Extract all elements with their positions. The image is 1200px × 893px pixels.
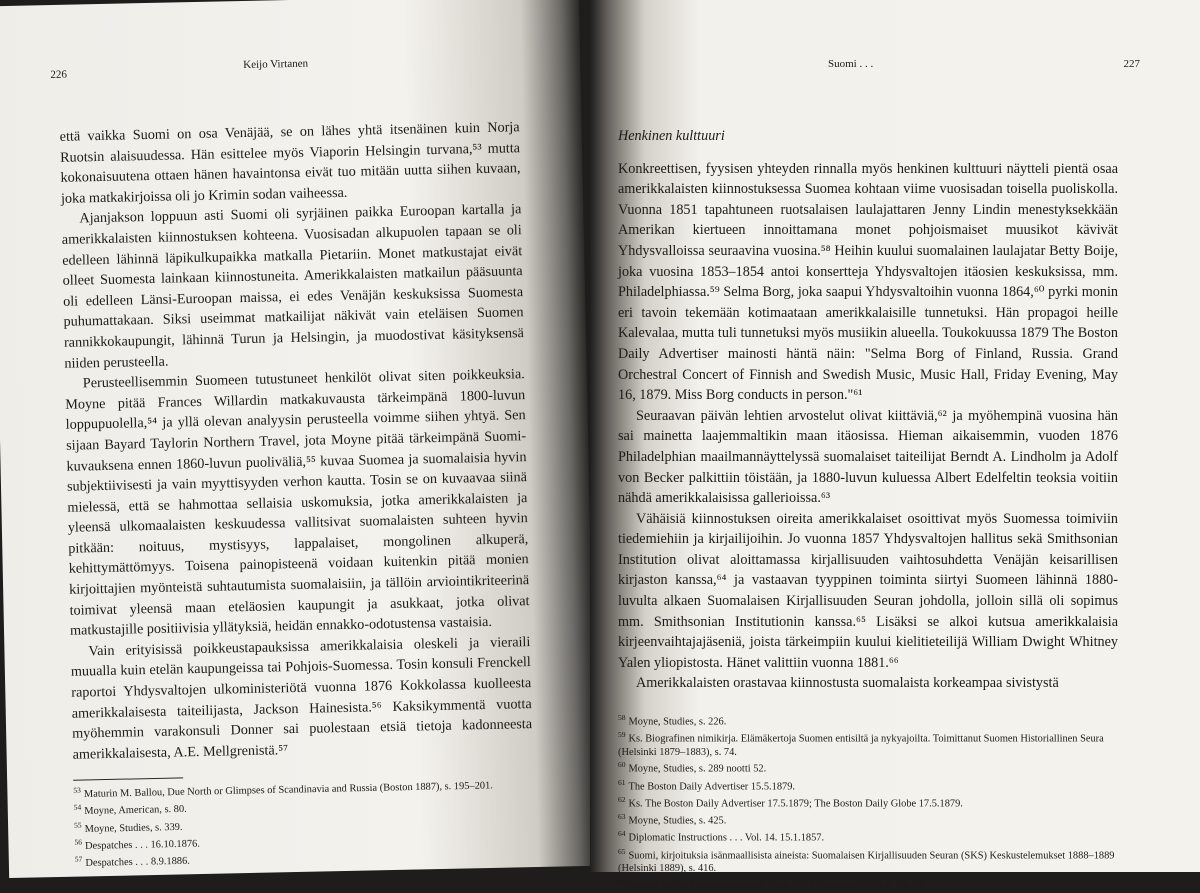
footnote-57: $^{57}$ Despatches . . . 8.9.1886. [74,854,190,869]
left-footnotes [73,770,541,871]
footnote-64: $^{64}$ Diplomatic Instructions . . . Vol. 14. 15.1.1857. [618,829,825,844]
right-page-content [618,58,1140,694]
left-page-content [50,53,533,765]
footnote-rule [73,777,183,780]
right-paragraph-3: Vähäisiä kiinnostuksen oireita amerikkalaiset osoittivat myös Suomessa toimiviin tiedemiehiin ja kirjailijoihin. Jo vuonna 1857 Yhdysvaltojen hallitus sekä Smithsonian Institution olivat aloittamassa kirjallisuuden vaihtosuhdetta Venäjän keisarillisen kirjaston kanssa,⁶⁴ ja vastaavan tyyppinen toiminta siirtyi Suomeen lähinnä 1880-luvulta alkaen Suomalaisen Kirjallisuuden Seuran johdolla, jolloin sillä oli sopimus mm. Smithsonian Institutionin kanssa.⁶⁵ Lisäksi se alkoi kutsua amerikkalaisia kirjeenvaihtajajäseniä, joista tärkeimpiin kuului kielitieteilijä William Dwight Whitney Yalen yliopistosta. Hänet valittiin vuonna 1881.⁶⁶ [618,510,1118,671]
left-page [0,0,597,878]
left-paragraph-2: Ajanjakson loppuun asti Suomi oli syrjäinen paikka Euroopan kartalla ja amerikkalaisten kiinnostuksen kohteena. Vuosisadan alkupuolen tapaan se oli edelleen lähinnä läpikulkupaikka matkalla Pietariin. Monet matkustajat eivät olleet Suomesta lainkaan kiinnostuneita. Amerikkalaisten matkailun pääsuunta oli edelleen Länsi-Euroopan maissa, ei edes Venäjän keskuksissa Suomesta puhumattakaan. Siksi useimmat matkailijat näkivät vain eteläisen Suomen rannikkokaupungit, lähinnä Turun ja Helsingin, ja muodostivat käsityksensä niiden perusteella. [61,201,525,372]
right-paragraph-1: Konkreettisen, fyysisen yhteyden rinnalla myös henkinen kulttuuri näytteli pientä osaa amerikkalaisten kiinnostuksessa Suomea kohtaan viime vuosisadan toisella puoliskolla. Vuonna 1851 tapahtuneen ruotsalaisen laulajattaren Jenny Lindin menestyksekkään Amerikan kiertueen innoittamana monet pohjoismaiset muusikot kävivät Yhdysvalloissa seuraavina vuosina.⁵⁸ Heihin kuului suomalainen laulajatar Betty Boije, joka vuosina 1853–1854 antoi konsertteja Yhdysvaltojen itäosien keskuksissa, mm. Philadelphiassa.⁵⁹ Selma Borg, joka saapui Yhdysvaltoihin vuonna 1864,⁶⁰ pyrki monin eri tavoin tekemään kotimaataan amerikkalaisille tunnetuksi. Hän propagoi heille Kalevalaa, mutta tuli tunnetuksi myös musiikin alueella. Toukokuussa 1879 The Boston Daily Advertiser mainosti häntä näin: "Selma Borg of Finland, Russia. Grand Orchestral Concert of Finnish and Swedish Music, Music Hall, Friday Evening, May 16, 1879. Miss Borg conducts in person."⁶¹ [618,160,1118,404]
footnote-62: $^{62}$ Ks. The Boston Daily Advertiser 17.5.1879; The Boston Daily Globe 17.5.1879. [618,794,963,810]
left-paragraph-4: Vain erityisissä poikkeustapauksissa amerikkalaisia oleskeli ja vieraili muualla kuin etelän kaupungeissa tai Pohjois-Suomessa. Tosin konsuli Frenckell raportoi Yhdysvaltojen ulkoministeriötä vuonna 1876 Kokkolassa kuolleesta amerikkalaisesta taiteilijasta, Jackson Hainesista.⁵⁶ Kaksikymmentä vuotta myöhemmin varakonsuli Donner sai puolestaan etsiä tietoja kadonneesta amerikkalaisesta, A.E. Mellgrenistä.⁵⁷ [70,633,533,763]
footnote-55: $^{55}$ Moyne, Studies, s. 339. [73,820,183,835]
right-page [590,0,1200,892]
left-page-number: 226 [50,68,68,82]
footnote-53: $^{53}$ Maturin M. Ballou, Due North or Glimpses of Scandinavia and Russia (Boston 1887), s. 195–201. [73,780,493,800]
left-page-body [59,117,532,765]
left-paragraph-3: Perusteellisemmin Suomeen tutustuneet henkilöt olivat siten poikkeuksia. Moyne pitää Frances Willardin matkakuvausta tärkeimpänä 1800-luvun loppupuolella,⁵⁴ ja yllä olevan analyysin perusteella voimme siihen yhtyä. Sen sijaan Bayard Taylorin Northern Travel, jota Moyne pitää tärkeimpänä Suomi-kuvauksena ennen 1860-luvun puoliväliä,⁵⁵ kuvaa Suomea ja suomalaisia hyvin subjektiivisesti ja vain myyttisyyden verhon kautta. Tosin se on kuvaavaa siinä mielessä, että se hahmottaa sellaisia uskomuksia, jotka amerikkalaisten ja yleensä ulkomaalaisten keskuudessa vallitsivat suomalaisten suhteen hyvin pitkään: noituus, mystisyys, lappalaiset, mongolinen alkuperä, kehittymättömyys. Toisena painopisteenä voidaan kuitenkin pitää monien kirjoittajien myönteistä suhtautumista suomalaisiin, ja tällöin arviointikriteerinä toimivat yleensä maan eteläosien kaupungit ja asukkaat, jotka olivat matkustajille positiivisia yllätyksiä, heidän ennakko-odotustensa vastaisia. [65,366,530,639]
footnote-61: $^{61}$ The Boston Daily Advertiser 15.5.1879. [618,777,796,793]
footnote-56: $^{56}$ Despatches . . . 16.10.1876. [74,837,200,852]
footnote-58: $^{58}$ Moyne, Studies, s. 226. [618,713,727,728]
right-paragraph-4: Amerikkalaisten orastavaa kiinnostusta suomalaista korkeampaa sivistystä [636,675,1059,692]
right-footnotes [618,712,1118,893]
left-paragraph-1: että vaikka Suomi on osa Venäjää, se on lähes yhtä itsenäinen kuin Norja Ruotsin alaisuudessa. Hän esittelee myös Viaporin Helsingin turvana,⁵³ mutta kokonaisuutena ottaen hänen havaintonsa eivät tuo mitään uutta siihen kuvaan, joka matkakirjoissa oli jo Krimin sodan vaiheessa. [59,119,521,207]
right-page-number: 227 [1123,58,1140,70]
footnote-59: $^{59}$ Ks. Biografinen nimikirja. Elämäkertoja Suomen entisiltä ja nykyajoilta. Toimittanut Suomen Historiallinen Seura (Helsinki 1879–1883), s. 74. [618,730,1104,758]
section-title: Henkinen kulttuuri [618,128,725,144]
footnote-63: $^{63}$ Moyne, Studies, s. 425. [618,812,727,827]
left-page-header [50,53,518,87]
footnote-60: $^{60}$ Moyne, Studies, s. 289 nootti 52. [618,760,767,775]
right-page-header [618,58,1140,82]
right-running-head: Suomi . . . [828,58,874,70]
footnote-54: $^{54}$ Moyne, American, s. 80. [73,802,187,818]
left-running-head: Keijo Virtanen [243,57,309,71]
right-page-body [618,126,1118,694]
footnote-65: $^{65}$ Suomi, kirjoituksia isänmaallisista aineista: Suomalaisen Kirjallisuuden Seuran (SKS) Keskustelemukset 1888–1889 (Helsinki 1889), s. 416. [618,846,1115,874]
footnote-66: $^{66}$ Suomi: SKS:n keskustelemukset 1894–1895 (Helsinki 1895), s. 29–30. [618,876,925,892]
right-paragraph-2: Seuraavan päivän lehtien arvostelut olivat kiittäviä,⁶² ja myöhempinä vuosina hän sai mainetta laajemmaltikin maan itäosissa. Hieman aikaisemmin, vuoden 1876 Philadelphian maailmannäyttelyssä suomalaiset taiteilijat Berndt A. Lindholm ja Adolf von Becker palkittiin töistään, ja 1880-luvun kuluessa Albert Edelfeltin teoksia voitiin nähdä amerikkalaisissa gallerioissa.⁶³ [618,407,1118,507]
